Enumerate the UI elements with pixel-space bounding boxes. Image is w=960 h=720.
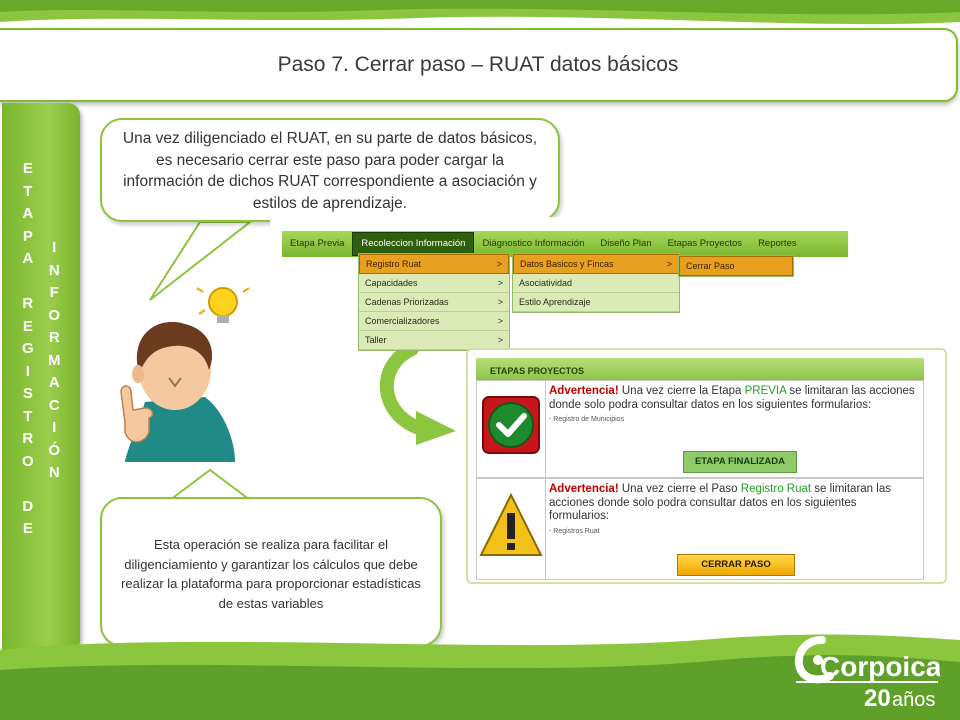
menu-item-datos-basicos[interactable]: Datos Basicos y Fincas >: [513, 254, 679, 274]
vertical-letter: R: [48, 329, 60, 346]
dropdown-datos-basicos: [678, 255, 794, 277]
vertical-letter: O: [48, 306, 61, 324]
nav-etapa-previa[interactable]: Etapa Previa: [290, 238, 345, 249]
corpoica-logo: [790, 630, 940, 710]
vertical-letter: N: [48, 464, 60, 481]
chevron-right-icon: >: [666, 259, 672, 269]
menu-item-cadenas-priorizadas[interactable]: Cadenas Priorizadas >: [359, 293, 509, 312]
menu-item-taller[interactable]: Taller >: [359, 331, 509, 350]
vertical-letter: I: [25, 362, 30, 380]
vertical-letter: M: [48, 351, 61, 369]
stage-ruat-text: Advertencia! Una vez cierre el Paso Registro Ruat se limitaran las acciones donde solo podra consultar datos en los siguientes formularios: - Registros Ruat: [549, 483, 891, 535]
vertical-letter: D: [22, 497, 34, 515]
vertical-letter: E: [22, 520, 33, 537]
vertical-letter: Ó: [48, 441, 61, 459]
vertical-letter: E: [22, 317, 33, 335]
stage-name: PREVIA: [744, 385, 787, 397]
nav-diagnostico-informacion[interactable]: Diágnostico Información: [482, 238, 585, 249]
stage-row-registro-ruat: [476, 478, 924, 580]
warning-triangle-icon: [477, 479, 545, 579]
vertical-letter: T: [23, 407, 33, 425]
vertical-letter: A: [22, 205, 34, 222]
svg-text:20: 20: [864, 685, 891, 710]
warning-label: Advertencia!: [549, 385, 619, 397]
vertical-letter: C: [48, 396, 60, 414]
vertical-letter: A: [48, 374, 60, 391]
icon-cell: [477, 381, 546, 477]
form-item: - Registros Ruat: [549, 527, 600, 535]
check-icon: [477, 381, 545, 477]
nav-reportes[interactable]: Reportes: [758, 238, 797, 249]
step-name: Registro Ruat: [740, 483, 812, 495]
form-item: - Registro de Municipios: [549, 416, 625, 423]
chevron-right-icon: >: [497, 278, 503, 288]
thinking-person-illustration: [105, 282, 255, 462]
vertical-letter: O: [22, 452, 34, 470]
vertical-letter: A: [22, 250, 34, 267]
vertical-text-informacion: [48, 237, 61, 485]
vertical-letter: P: [22, 227, 33, 245]
menu-item-comercializadores[interactable]: Comercializadores >: [359, 312, 509, 331]
nav-etapas-proyectos[interactable]: Etapas Proyectos: [667, 238, 743, 249]
vertical-letter: R: [22, 430, 34, 447]
side-bar: [2, 103, 80, 653]
vertical-letter: N: [48, 261, 60, 279]
menu-item-registro-ruat[interactable]: Registro Ruat >: [359, 254, 509, 274]
nav-diseno-plan[interactable]: Diseño Plan: [600, 238, 652, 249]
slide-title: Paso 7. Cerrar paso – RUAT datos básicos: [277, 53, 679, 76]
menu-item-capacidades[interactable]: Capacidades >: [359, 274, 509, 293]
vertical-text-etapa-registro: [22, 158, 34, 541]
stage-row-previa: [476, 380, 924, 478]
vertical-letter: R: [22, 295, 34, 312]
bubble-top-text: Una vez diligenciado el RUAT, en su parte de datos básicos, es necesario cerrar este paso para poder cargar la información de dichos RUAT correspondiente a asociación y estilos de aprendizaje.: [122, 130, 538, 212]
stage-previa-text: Advertencia! Una vez cierre la Etapa PREVIA se limitaran las acciones donde solo podra consultar datos en los siguientes formularios: - Registro de Municipios: [549, 385, 915, 423]
chevron-right-icon: >: [496, 259, 502, 269]
menu-item-asociatividad[interactable]: Asociatividad: [513, 274, 679, 293]
cerrar-paso-button[interactable]: CERRAR PASO: [677, 554, 795, 576]
vertical-letter: S: [22, 385, 33, 402]
warning-label: Advertencia!: [549, 483, 619, 495]
speech-bubble-top: [100, 118, 560, 222]
etapas-proyectos-screenshot: [466, 348, 947, 584]
svg-text:Corpoica: Corpoica: [820, 651, 940, 682]
dropdown-recoleccion: [358, 253, 510, 351]
vertical-letter: I: [52, 419, 57, 436]
chevron-right-icon: >: [497, 335, 503, 345]
vertical-letter: T: [23, 182, 33, 200]
vertical-letter: E: [22, 160, 33, 177]
menu-item-cerrar-paso[interactable]: Cerrar Paso: [679, 256, 793, 276]
nav-recoleccion-informacion[interactable]: Recoleccion Información: [352, 232, 474, 256]
chevron-right-icon: >: [497, 316, 503, 326]
menu-item-estilo-aprendizaje[interactable]: Estilo Aprendizaje: [513, 293, 679, 312]
lightbulb-icon: [209, 288, 237, 316]
curved-arrow-icon: [372, 345, 464, 445]
dropdown-registro-ruat: [512, 253, 680, 313]
bubble-bottom-text: Esta operación se realiza para facilitar el diligenciamiento y garantizar los cálculos que debe realizar la plataforma para proporcionar estadísticas de estas variables: [121, 537, 421, 611]
slide-title-box: [0, 28, 958, 102]
etapas-proyectos-header: ETAPAS PROYECTOS: [476, 358, 924, 380]
icon-cell: [477, 479, 546, 579]
vertical-letter: I: [52, 239, 57, 256]
chevron-right-icon: >: [497, 297, 503, 307]
menu-screenshot: [270, 217, 848, 345]
vertical-letter: F: [49, 284, 59, 301]
svg-text:años: años: [892, 689, 936, 710]
vertical-letter: G: [22, 340, 34, 357]
etapa-finalizada-button[interactable]: ETAPA FINALIZADA: [683, 451, 797, 473]
